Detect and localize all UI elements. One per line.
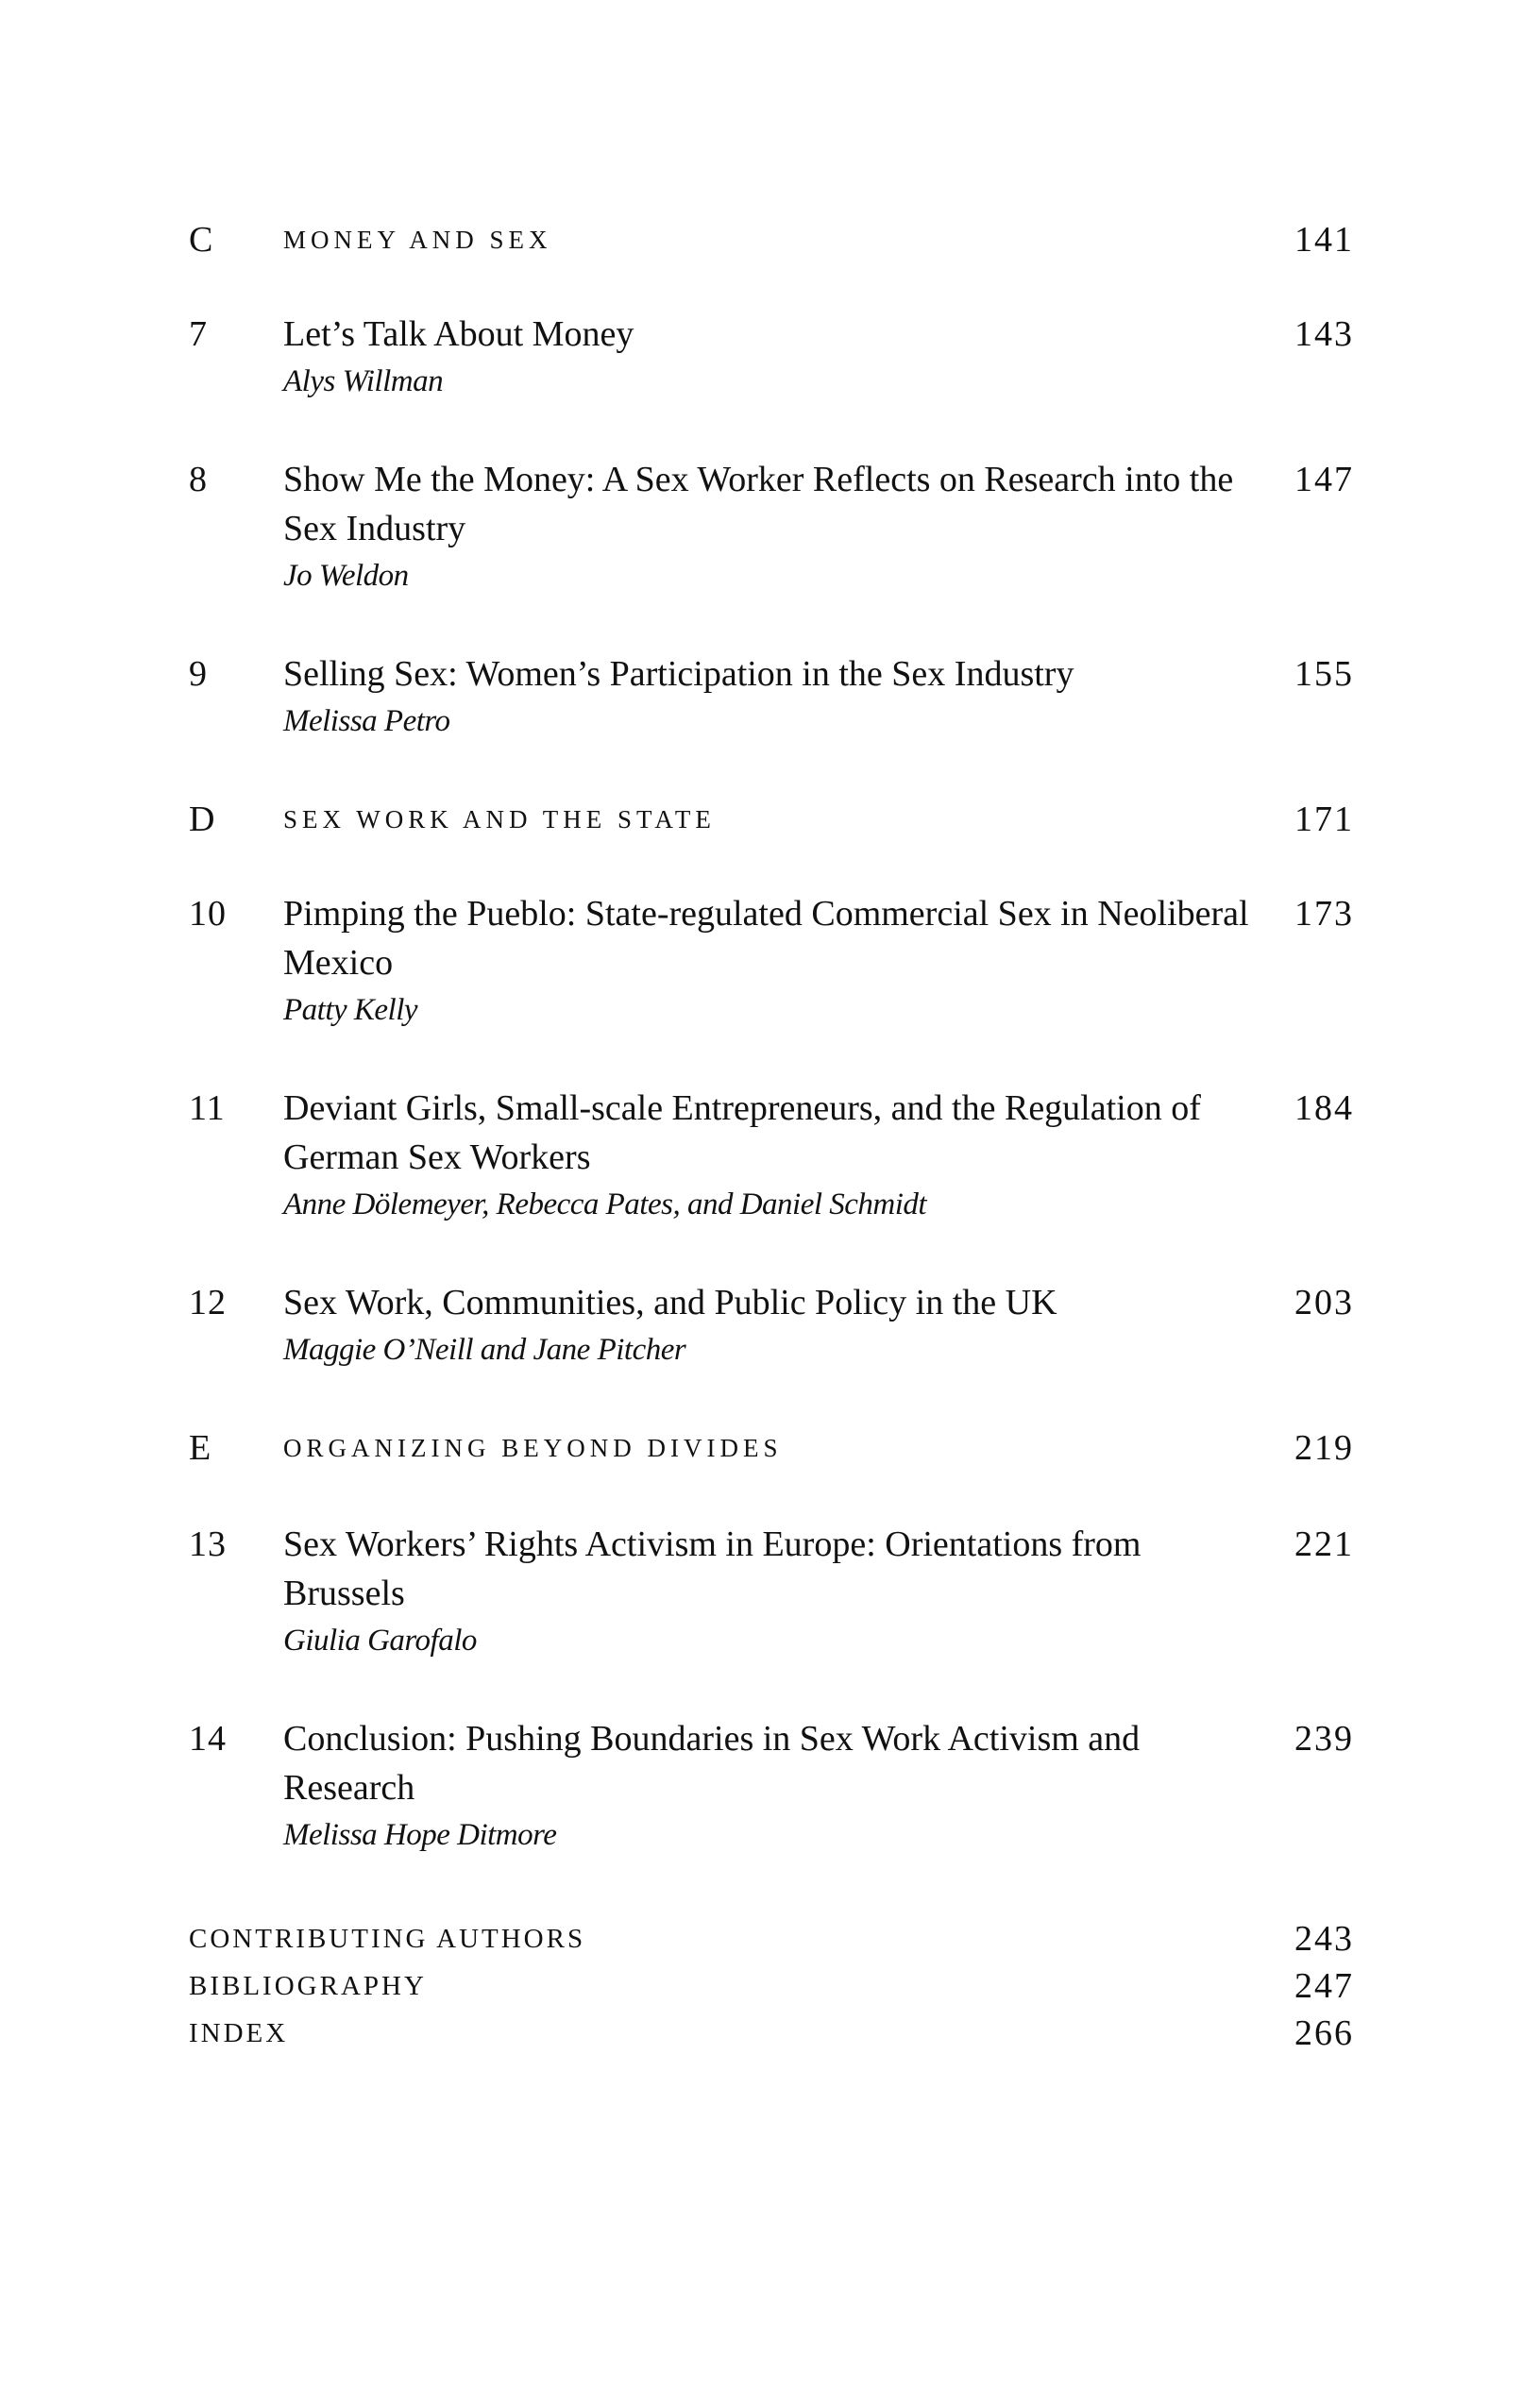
chapter-title: Deviant Girls, Small-scale Entrepreneurs, and the Regulation of German Sex Workers	[283, 1088, 1201, 1177]
chapter-number: 11	[189, 1088, 226, 1128]
chapter-author: Giulia Garofalo	[283, 1624, 477, 1658]
chapter-number: 7	[189, 314, 208, 354]
chapter-author: Jo Weldon	[283, 559, 409, 593]
page-number: 239	[1294, 1719, 1354, 1759]
chapter-author: Maggie O’Neill and Jane Pitcher	[283, 1333, 686, 1367]
section-title: MONEY AND SEX	[283, 226, 552, 254]
page-number: 173	[1294, 894, 1354, 934]
page-number: 221	[1294, 1524, 1354, 1564]
page-number: 155	[1294, 654, 1354, 694]
page-number: 203	[1294, 1283, 1354, 1322]
chapter-author: Melissa Hope Ditmore	[283, 1818, 557, 1852]
page-number: 266	[1294, 2013, 1354, 2053]
chapter-number: 8	[189, 460, 208, 499]
chapter-title: Sex Work, Communities, and Public Policy in the UK	[283, 1283, 1057, 1322]
section-letter: C	[189, 220, 214, 260]
backmatter-label: BIBLIOGRAPHY	[189, 1971, 427, 2001]
page-number: 247	[1294, 1966, 1354, 2006]
page-number: 171	[1294, 800, 1354, 839]
chapter-title: Pimping the Pueblo: State-regulated Commercial Sex in Neoliberal Mexico	[283, 894, 1249, 983]
chapter-title: Show Me the Money: A Sex Worker Reflects on Research into the Sex Industry	[283, 460, 1234, 548]
chapter-number: 10	[189, 894, 227, 934]
page-number: 243	[1294, 1919, 1354, 1959]
page-number: 219	[1294, 1428, 1354, 1468]
section-letter: E	[189, 1428, 212, 1468]
chapter-author: Patty Kelly	[283, 993, 418, 1027]
chapter-author: Melissa Petro	[283, 704, 450, 738]
chapter-title: Let’s Talk About Money	[283, 314, 634, 354]
backmatter-label: CONTRIBUTING AUTHORS	[189, 1924, 586, 1954]
chapter-number: 14	[189, 1719, 227, 1759]
section-letter: D	[189, 800, 216, 839]
chapter-number: 13	[189, 1524, 227, 1564]
backmatter-label: INDEX	[189, 2018, 289, 2048]
chapter-number: 9	[189, 654, 208, 694]
chapter-title: Conclusion: Pushing Boundaries in Sex Work Activism and Research	[283, 1719, 1141, 1808]
page-number: 143	[1294, 314, 1354, 354]
section-title: ORGANIZING BEYOND DIVIDES	[283, 1434, 783, 1462]
chapter-author: Anne Dölemeyer, Rebecca Pates, and Daniel Schmidt	[283, 1187, 927, 1221]
page-number: 141	[1294, 220, 1354, 260]
chapter-title: Sex Workers’ Rights Activism in Europe: Orientations from Brussels	[283, 1524, 1142, 1613]
chapter-title: Selling Sex: Women’s Participation in the Sex Industry	[283, 654, 1074, 694]
page-number: 184	[1294, 1088, 1354, 1128]
section-title: SEX WORK AND THE STATE	[283, 805, 716, 834]
page-number: 147	[1294, 460, 1354, 499]
chapter-author: Alys Willman	[283, 364, 444, 398]
chapter-number: 12	[189, 1283, 227, 1322]
